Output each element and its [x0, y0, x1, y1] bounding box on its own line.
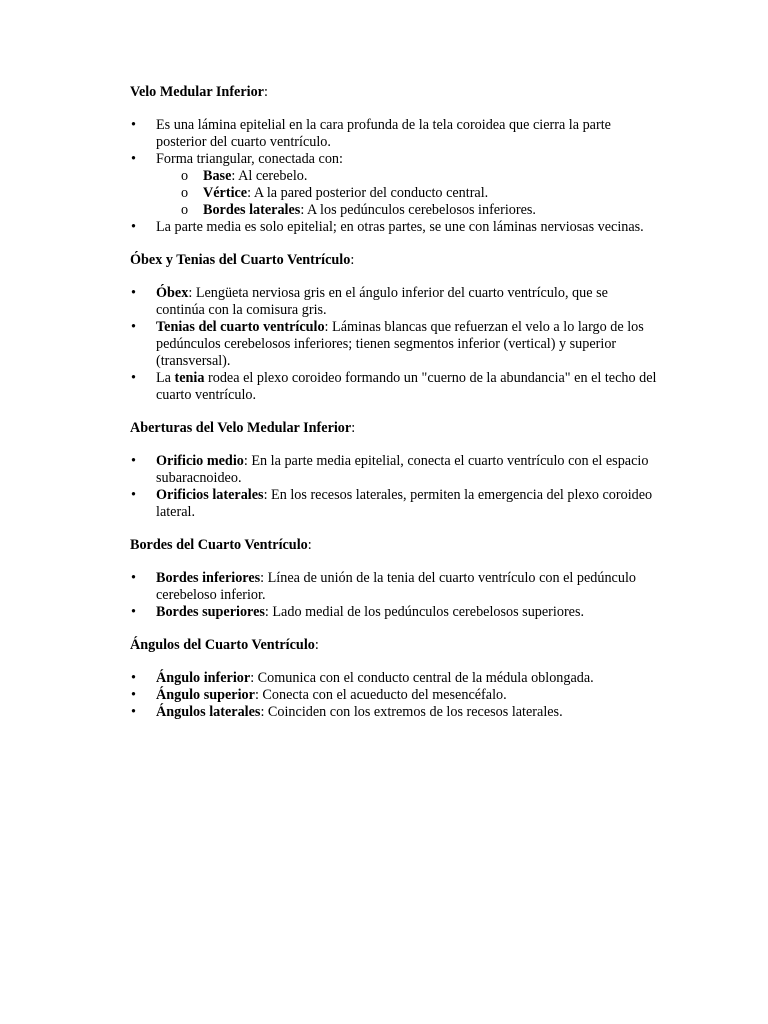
bullet-list — [130, 670, 660, 721]
list-item: • Forma triangular, conectada con: o Base: Al cerebelo. o Vértice: A la pared posterior del conducto central. o Bordes laterales: A los pedúnculos cerebelosos inferiores. — [130, 151, 660, 219]
list-item: • Orificios laterales: En los recesos laterales, permiten la emergencia del plexo coroideo lateral. — [130, 487, 660, 521]
list-item: • Es una lámina epitelial en la cara profunda de la tela coroidea que cierra la parte posterior del cuarto ventrículo. — [130, 117, 660, 151]
section-velo-medular-inferior — [130, 84, 660, 236]
bullet-list — [130, 570, 660, 621]
list-item: • Ángulo inferior: Comunica con el conducto central de la médula oblongada. — [130, 670, 660, 687]
bullet-list — [130, 285, 660, 404]
list-item: • La parte media es solo epitelial; en otras partes, se une con láminas nerviosas vecinas. — [130, 219, 660, 236]
list-item: • La tenia rodea el plexo coroideo formando un "cuerno de la abundancia" en el techo del cuarto ventrículo. — [130, 370, 660, 404]
sub-list — [156, 168, 660, 219]
sub-list-item: o Vértice: A la pared posterior del conducto central. — [156, 185, 660, 202]
list-item: • Óbex: Lengüeta nerviosa gris en el ángulo inferior del cuarto ventrículo, que se continúa con la comisura gris. — [130, 285, 660, 319]
section-obex-tenias — [130, 252, 660, 404]
bullet-list — [130, 453, 660, 521]
section-heading: Velo Medular Inferior: — [130, 84, 268, 100]
list-item: • Bordes inferiores: Línea de unión de la tenia del cuarto ventrículo con el pedúnculo cerebeloso inferior. — [130, 570, 660, 604]
section-angulos — [130, 637, 660, 721]
section-bordes — [130, 537, 660, 621]
sub-list-item: o Base: Al cerebelo. — [156, 168, 660, 185]
section-heading: Aberturas del Velo Medular Inferior: — [130, 420, 356, 436]
section-heading: Óbex y Tenias del Cuarto Ventrículo: — [130, 252, 355, 268]
section-heading: Ángulos del Cuarto Ventrículo: — [130, 637, 319, 653]
section-heading: Bordes del Cuarto Ventrículo: — [130, 537, 312, 553]
list-item: • Ángulo superior: Conecta con el acueducto del mesencéfalo. — [130, 687, 660, 704]
section-aberturas — [130, 420, 660, 521]
list-item: • Bordes superiores: Lado medial de los pedúnculos cerebelosos superiores. — [130, 604, 660, 621]
sub-list-item: o Bordes laterales: A los pedúnculos cerebelosos inferiores. — [156, 202, 660, 219]
list-item: • Orificio medio: En la parte media epitelial, conecta el cuarto ventrículo con el espacio subaracnoideo. — [130, 453, 660, 487]
document-page — [130, 84, 660, 737]
list-item: • Tenias del cuarto ventrículo: Láminas blancas que refuerzan el velo a lo largo de los pedúnculos cerebelosos inferiores; tienen segmentos inferior (vertical) y superior (transversal). — [130, 319, 660, 370]
list-item: • Ángulos laterales: Coinciden con los extremos de los recesos laterales. — [130, 704, 660, 721]
bullet-list — [130, 117, 660, 236]
